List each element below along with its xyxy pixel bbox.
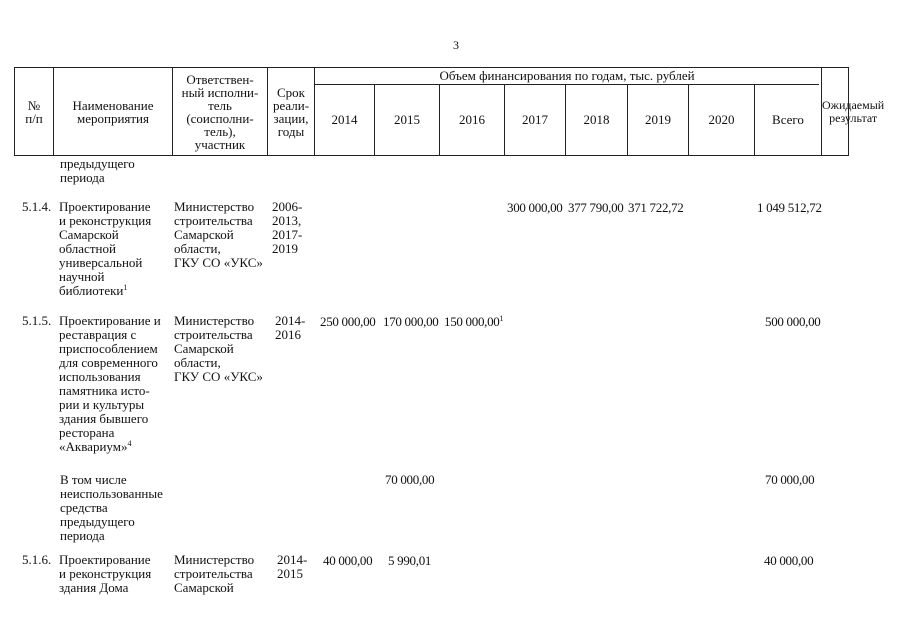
footnote-mark: 4 bbox=[127, 439, 132, 448]
value-total: 1 049 512,72 bbox=[757, 200, 822, 215]
value-2016: 150 000,00$^1$ bbox=[444, 314, 504, 329]
value-2019: 371 722,72 bbox=[628, 200, 684, 215]
value-2014: 40 000,00 bbox=[323, 553, 373, 568]
value-total: 500 000,00 bbox=[765, 314, 821, 329]
row-name: Проектирование и реконструкция здания Дома bbox=[59, 552, 152, 595]
value-total: 70 000,00 bbox=[765, 472, 815, 487]
header-responsible: Ответствен- ный исполни- тель (соисполни- тель), участник bbox=[181, 71, 259, 152]
header-total: Всего bbox=[772, 112, 804, 127]
header-result: Ожидаемый результат bbox=[822, 97, 885, 125]
value-2015: 5 990,01 bbox=[388, 553, 432, 568]
row-responsible: Министерство строительства Самарской bbox=[174, 552, 255, 595]
row-responsible: Министерство строительства Самарской области, ГКУ СО «УКС» bbox=[174, 199, 263, 270]
row-name: Проектирование и реставрация с приспособлением для современного использования памятника исто- рии и культуры здания бывшего ресторана «Аквариум»$^4$ bbox=[59, 313, 161, 454]
footnote-mark: 1 bbox=[123, 283, 128, 292]
header-funding-title: Объем финансирования по годам, тыс. рублей bbox=[439, 68, 695, 83]
header-no: № п/п bbox=[25, 97, 43, 126]
page-number: 3 bbox=[453, 38, 459, 52]
value-2015: 170 000,00 bbox=[383, 314, 439, 329]
row-term: 2014- 2016 bbox=[275, 313, 306, 342]
header-year: 2016 bbox=[459, 112, 485, 127]
row-number: 5.1.4. bbox=[22, 199, 52, 214]
header-year: 2020 bbox=[708, 112, 735, 127]
value-2014: 250 000,00 bbox=[320, 314, 376, 329]
header-year: 2015 bbox=[394, 112, 420, 127]
footnote-mark: 1 bbox=[499, 314, 504, 323]
header-year: 2019 bbox=[645, 112, 671, 127]
value-2015: 70 000,00 bbox=[385, 472, 435, 487]
value-2017: 300 000,00 bbox=[507, 200, 563, 215]
continuation-text: предыдущего периода bbox=[60, 156, 135, 185]
row-number: 5.1.5. bbox=[22, 313, 52, 328]
header-year: 2014 bbox=[331, 112, 358, 127]
header-year: 2018 bbox=[583, 112, 610, 127]
header-name: Наименование мероприятия bbox=[72, 97, 154, 126]
row-name: Проектирование и реконструкция Самарской областной универсальной научной библиотеки$^1$ bbox=[59, 199, 152, 298]
row-number: 5.1.6. bbox=[22, 552, 52, 567]
row-name: В том числе неиспользованные средства предыдущего периода bbox=[60, 472, 163, 543]
value-total: 40 000,00 bbox=[764, 553, 814, 568]
row-responsible: Министерство строительства Самарской области, ГКУ СО «УКС» bbox=[174, 313, 263, 384]
header-year: 2017 bbox=[522, 112, 548, 127]
header-term: Срок реали- зации, годы bbox=[272, 84, 310, 139]
row-term: 2006- 2013, 2017- 2019 bbox=[272, 199, 303, 256]
row-term: 2014- 2015 bbox=[277, 552, 308, 581]
table-header bbox=[14, 67, 885, 156]
value-2018: 377 790,00 bbox=[568, 200, 624, 215]
